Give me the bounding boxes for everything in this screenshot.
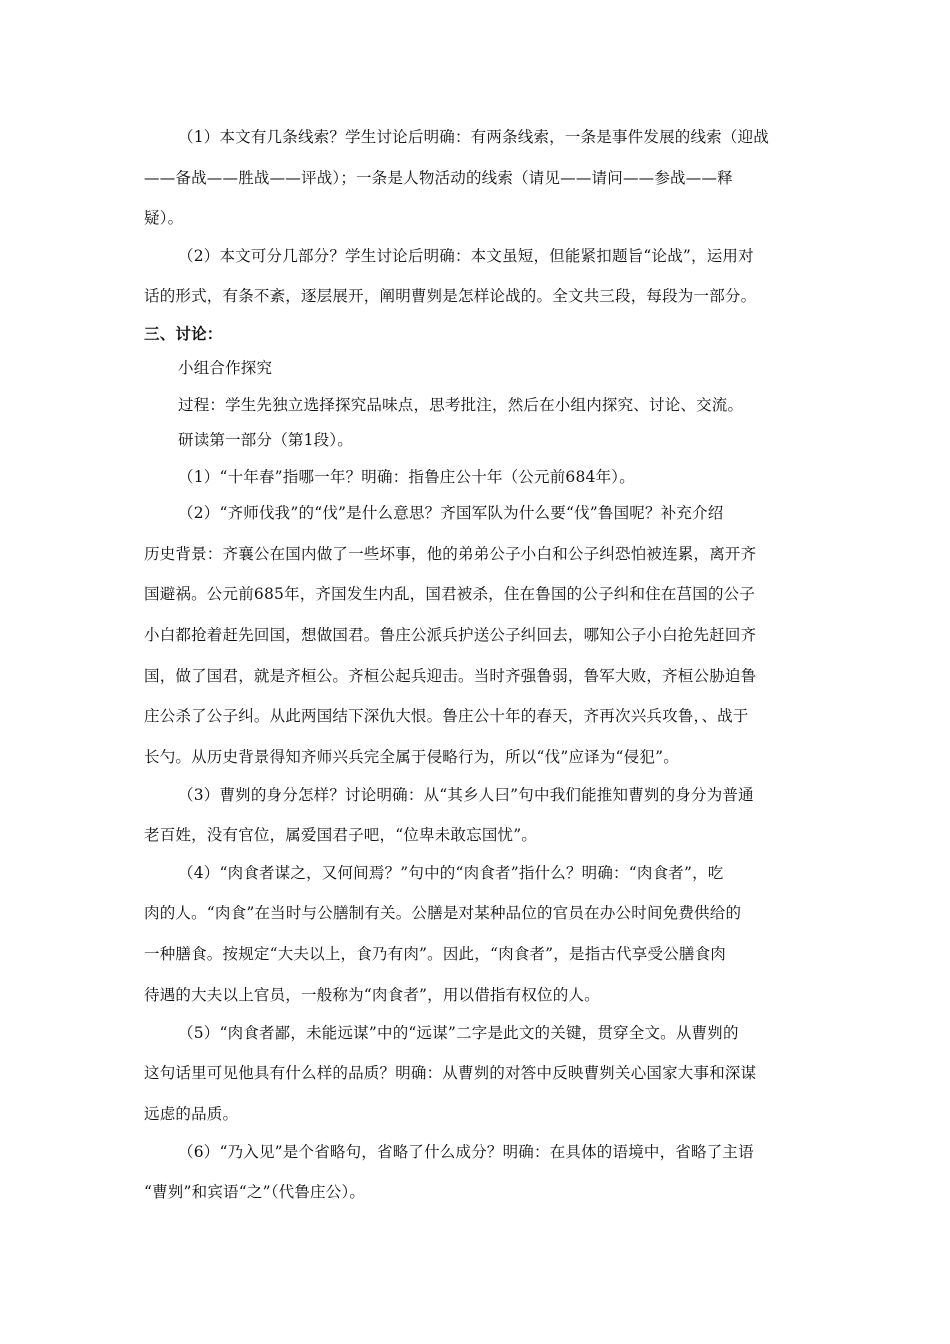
text-line: ——备战——胜战——评战）；一条是人物活动的线索（请见——请问——参战——释 xyxy=(144,169,733,187)
text-line: 国，做了国君，就是齐桓公。齐桓公起兵迎击。当时齐强鲁弱，鲁军大败，齐桓公胁迫鲁 xyxy=(144,667,757,685)
text-line: 长勺。从历史背景得知齐师兴兵完全属于侵略行为，所以“伐”应译为“侵犯”。 xyxy=(144,748,679,766)
section-heading: 三、讨论： xyxy=(144,324,223,343)
text-line: （4）“肉食者谋之，又何间焉？”句中的“肉食者”指什么？明确：“肉食者”，吃 xyxy=(178,864,724,882)
text-line: 疑）。 xyxy=(144,209,184,227)
text-line: 小白都抢着赶先回国，想做国君。鲁庄公派兵护送公子纠回去，哪知公子小白抢先赶回齐 xyxy=(144,626,757,644)
text-line: 肉的人。“肉食”在当时与公膳制有关。公膳是对某种品位的官员在办公时间免费供给的 xyxy=(144,904,742,922)
text-line: （2）本文可分几部分？学生讨论后明确：本文虽短，但能紧扣题旨“论战”，运用对 xyxy=(178,247,754,265)
text-line: 历史背景：齐襄公在国内做了一些坏事，他的弟弟公子小白和公子纠恐怕被连累，离开齐 xyxy=(144,545,757,563)
text-line: 老百姓，没有官位，属爱国君子吧，“位卑未敢忘国忧”。 xyxy=(144,826,538,844)
text-line: “曹刿”和宾语“之”（代鲁庄公）。 xyxy=(144,1183,366,1201)
text-line: 庄公杀了公子纠。从此两国结下深仇大恨。鲁庄公十年的春天，齐再次兴兵攻鲁，、战于 xyxy=(144,707,749,725)
text-line: 远虑的品质。 xyxy=(144,1105,239,1123)
text-line: 待遇的大夫以上官员，一般称为“肉食者”，用以借指有权位的人。 xyxy=(144,986,600,1004)
text-line: 这句话里可见他具有什么样的品质？明确：从曹刿的对答中反映曹刿关心国家大事和深谋 xyxy=(144,1064,757,1082)
text-line: 过程：学生先独立选择探究品味点，思考批注，然后在小组内探究、讨论、交流。 xyxy=(178,396,744,414)
text-line: （3）曹刿的身分怎样？讨论明确：从“其乡人曰”句中我们能推知曹刿的身分为普通 xyxy=(178,786,754,804)
text-line: 研读第一部分（第1段）。 xyxy=(178,431,354,449)
text-line: 一种膳食。按规定“大夫以上，食乃有肉”。因此，“肉食者”，是指古代享受公膳食肉 xyxy=(144,945,726,963)
text-line: 话的形式，有条不紊，逐层展开，阐明曹刿是怎样论战的。全文共三段，每段为一部分。 xyxy=(144,287,757,305)
text-line: （5）“肉食者鄙，未能远谋”中的“远谋”二字是此文的关键，贯穿全文。从曹刿的 xyxy=(178,1024,739,1042)
text-line: （2）“齐师伐我”的“伐”是什么意思？齐国军队为什么要“伐”鲁国呢？补充介绍 xyxy=(178,504,724,522)
text-line: 国避祸。公元前685年，齐国发生内乱，国君被杀，住在鲁国的公子纠和住在莒国的公子 xyxy=(144,585,756,603)
text-line: （6）“乃入见”是个省略句，省略了什么成分？明确：在具体的语境中，省略了主语 xyxy=(178,1143,754,1161)
text-line: （1）“十年春”指哪一年？明确：指鲁庄公十年（公元前684年）。 xyxy=(178,468,635,486)
text-line: （1）本文有几条线索？学生讨论后明确：有两条线索，一条是事件发展的线索（迎战 xyxy=(178,128,769,146)
text-line: 小组合作探究 xyxy=(178,359,273,377)
